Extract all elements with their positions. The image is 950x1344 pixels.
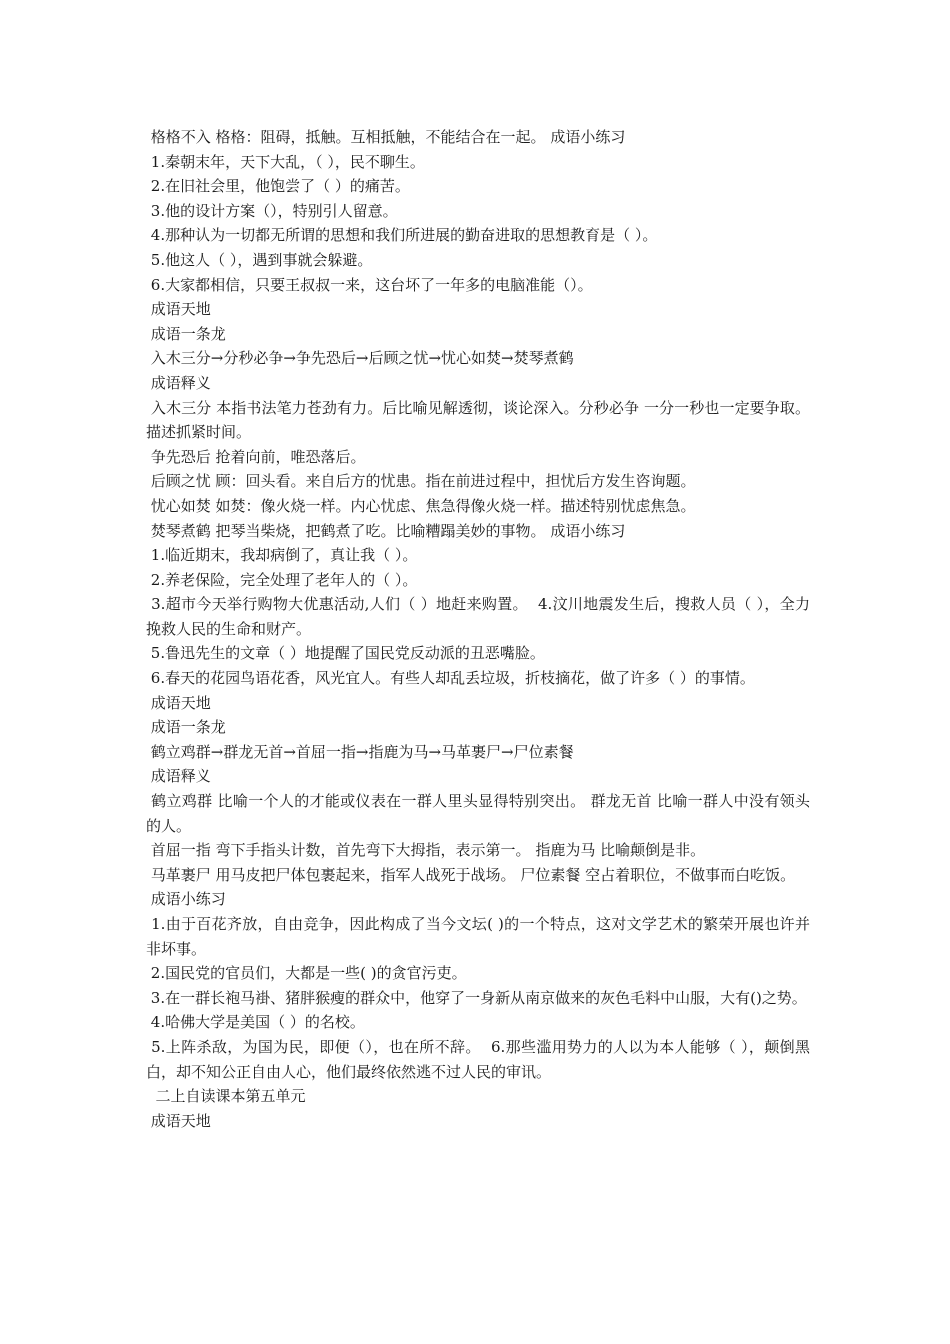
text-line: 5.他这人（ ），遇到事就会躲避。 xyxy=(146,250,373,269)
text-line: 6.春天的花园鸟语花香，风光宜人。有些人却乱丢垃圾，折枝摘花，做了许多（ ）的事情。 xyxy=(146,669,755,688)
text-line: 马革裹尸 用马皮把尸体包裹起来，指军人战死于战场。 尸位素餐 空占着职位，不做事而白吃饭。 xyxy=(146,865,796,884)
text-line: 2.养老保险，完全处理了老年人的（ ）。 xyxy=(146,570,418,589)
section-heading: 成语天地 xyxy=(146,693,211,712)
text-line: 入木三分→分秒必争→争先恐后→后顾之忧→忧心如焚→焚琴煮鹤 xyxy=(146,349,574,368)
section-heading: 成语天地 xyxy=(146,1111,211,1130)
text-line: 5.鲁迅先生的文章（ ）地提醒了国民党反动派的丑恶嘴脸。 xyxy=(146,644,545,663)
text-line: 争先恐后 抢着向前，唯恐落后。 xyxy=(146,447,366,466)
text-line: 首屈一指 弯下手指头计数，首先弯下大拇指，表示第一。 指鹿为马 比喻颠倒是非。 xyxy=(146,841,706,860)
text-line: 1.临近期末，我却病倒了，真让我（ ）。 xyxy=(146,546,418,565)
document-body xyxy=(146,125,810,1133)
text-line: 忧心如焚 如焚：像火烧一样。内心忧虑、焦急得像火烧一样。描述特别忧虑焦急。 xyxy=(146,496,696,515)
text-line: 1.秦朝末年，天下大乱，（ ），民不聊生。 xyxy=(146,152,425,171)
section-heading: 成语小练习 xyxy=(146,890,226,909)
text-line: 后顾之忧 顾：回头看。来自后方的忧患。指在前进过程中，担忧后方发生咨询题。 xyxy=(146,472,696,491)
text-line: 1.由于百花齐放，自由竞争，因此构成了当今文坛( )的一个特点，这对文学艺术的繁荣开展也许并非坏事。 xyxy=(146,915,810,958)
section-heading: 二上自读课本第五单元 xyxy=(146,1087,306,1106)
text-line: 4.那种认为一切都无所谓的思想和我们所进展的勤奋进取的思想教育是（ ）。 xyxy=(146,226,658,245)
text-line: 鹤立鸡群→群龙无首→首屈一指→指鹿为马→马革裹尸→尸位素餐 xyxy=(146,742,574,761)
text-line: 焚琴煮鹤 把琴当柴烧，把鹤煮了吃。比喻糟蹋美妙的事物。 成语小练习 xyxy=(146,521,626,540)
text-line: 4.哈佛大学是美国（ ）的名校。 xyxy=(146,1013,365,1032)
text-line: 6.大家都相信，只要王叔叔一来，这台坏了一年多的电脑准能（）。 xyxy=(146,275,593,294)
text-line: 3.在一群长袍马褂、猪胖猴瘦的群众中，他穿了一身新从南京做来的灰色毛料中山服，大有()之势。 xyxy=(146,988,807,1007)
section-heading: 成语一条龙 xyxy=(146,718,226,737)
text-line: 2.在旧社会里，他饱尝了（ ）的痛苦。 xyxy=(146,177,410,196)
text-line: 5.上阵杀敌，为国为民，即便（），也在所不辞。 6.那些滥用势力的人以为本人能够（ ），颠倒黑白，却不知公正自由人心，他们最终依然逃不过人民的审讯。 xyxy=(146,1037,810,1081)
text-line: 3.超市今天举行购物大优惠活动,人们（ ）地赶来购置。 4.汶川地震发生后，搜救人员（ ），全力挽救人民的生命和财产。 xyxy=(146,595,810,638)
text-line: 格格不入 格格：阻碍，抵触。互相抵触，不能结合在一起。 成语小练习 xyxy=(146,128,626,146)
text-line: 入木三分 本指书法笔力苍劲有力。后比喻见解透彻，谈论深入。分秒必争 一分一秒也一定要争取。描述抓紧时间。 xyxy=(146,398,810,442)
section-heading: 成语释义 xyxy=(146,767,211,786)
section-heading: 成语释义 xyxy=(146,373,211,392)
section-heading: 成语天地 xyxy=(146,300,211,319)
text-line: 鹤立鸡群 比喻一个人的才能或仪表在一群人里头显得特别突出。 群龙无首 比喻一群人中没有领头的人。 xyxy=(146,792,810,835)
text-line: 3.他的设计方案（），特别引人留意。 xyxy=(146,201,398,220)
section-heading: 成语一条龙 xyxy=(146,324,226,343)
text-line: 2.国民党的官员们，大都是一些( )的贪官污吏。 xyxy=(146,964,467,983)
